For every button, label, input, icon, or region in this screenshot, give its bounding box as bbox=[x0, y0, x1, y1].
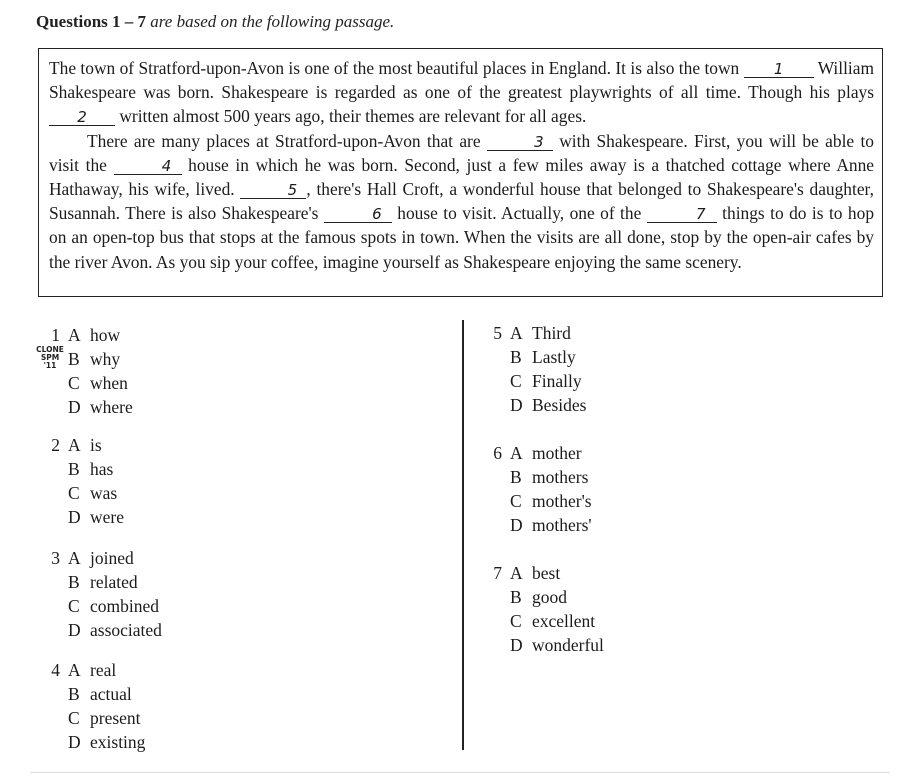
option-text: excellent bbox=[532, 611, 596, 631]
question-range: Questions 1 – 7 bbox=[36, 12, 147, 31]
passage-paragraph-2: There are many places at Stratford-upon-Avon that are 3 with Shakespeare. First, you will be able to visit the 4 house in which he was born. Second, just a few miles away is a thatched cottage where Anne Hathaway, his wife, lived. 5 , there's Hall Croft, a wonderful house that belonged to Shakespeare's daughter, Susannah. There is also Shakespeare's 6 house to visit. Actually, one of the 7 things to do is to hop on an open-top bus that stops at the famous spots in town. When the visits are all done, stop by the open-air cafes by the river Avon. As you sip your coffee, imagine yourself as Shakespeare enjoying the same scenery. bbox=[49, 130, 875, 272]
blank-2: 2 bbox=[49, 109, 115, 126]
question-4: 4 A real B actual C present D existing bbox=[38, 658, 145, 754]
option-text: when bbox=[90, 373, 128, 393]
column-divider bbox=[462, 320, 464, 750]
option-text: real bbox=[90, 660, 117, 680]
option-text: related bbox=[90, 572, 138, 592]
question-number: 4 bbox=[51, 660, 60, 680]
option-text: has bbox=[90, 459, 114, 479]
question-number: 6 bbox=[493, 443, 502, 463]
option-text: mother bbox=[532, 443, 582, 463]
option-text: best bbox=[532, 563, 561, 583]
option-text: wonderful bbox=[532, 635, 604, 655]
option-text: Third bbox=[532, 323, 571, 343]
question-1: 1 A how B why C when D where bbox=[38, 323, 133, 419]
blank-5: 5 bbox=[240, 182, 306, 199]
page-edge bbox=[30, 772, 890, 773]
option-text: present bbox=[90, 708, 141, 728]
blank-3: 3 bbox=[487, 134, 553, 151]
option-text: Besides bbox=[532, 395, 587, 415]
question-number: 2 bbox=[51, 435, 60, 455]
option-text: associated bbox=[90, 620, 162, 640]
option-text: mother's bbox=[532, 491, 592, 511]
option-text: actual bbox=[90, 684, 132, 704]
question-5: 5 A Third B Lastly C Finally D Besides bbox=[480, 321, 586, 417]
question-2: 2 A is B has C was D were bbox=[38, 433, 124, 529]
option-text: mothers' bbox=[532, 515, 592, 535]
question-number: 5 bbox=[493, 323, 502, 343]
heading-text: are based on the following passage. bbox=[146, 12, 395, 31]
blank-7: 7 bbox=[647, 206, 717, 223]
option-text: mothers bbox=[532, 467, 589, 487]
blank-6: 6 bbox=[324, 206, 392, 223]
question-7: 7 A best B good C excellent D wonderful bbox=[480, 561, 604, 657]
option-text: were bbox=[90, 507, 125, 527]
option-text: joined bbox=[90, 548, 134, 568]
section-heading bbox=[36, 12, 394, 32]
option-text: was bbox=[90, 483, 118, 503]
option-text: how bbox=[90, 325, 121, 345]
option-text: Lastly bbox=[532, 347, 576, 367]
blank-1: 1 bbox=[744, 61, 814, 78]
option-text: Finally bbox=[532, 371, 582, 391]
question-6: 6 A mother B mothers C mother's D mothers' bbox=[480, 441, 592, 537]
passage-box bbox=[38, 48, 883, 297]
option-text: where bbox=[90, 397, 133, 417]
clone-spm-tag: CLONE SPM '11 bbox=[36, 345, 64, 370]
question-number: 3 bbox=[51, 548, 60, 568]
question-number: 7 bbox=[493, 563, 502, 583]
option-text: is bbox=[90, 435, 102, 455]
option-text: why bbox=[90, 349, 121, 369]
question-number: 1 bbox=[51, 325, 60, 345]
passage-paragraph-1: The town of Stratford-upon-Avon is one of the most beautiful places in England. It is also the town 1 William Shakespeare was born. Shakespeare is regarded as one of the greatest playwrights of all time. Though his plays 2 written almost 500 years ago, their themes are relevant for all ages. bbox=[49, 58, 874, 127]
option-text: combined bbox=[90, 596, 160, 616]
blank-4: 4 bbox=[114, 158, 182, 175]
question-3: 3 A joined B related C combined D associated bbox=[38, 546, 162, 642]
option-text: existing bbox=[90, 732, 146, 752]
option-text: good bbox=[532, 587, 567, 607]
